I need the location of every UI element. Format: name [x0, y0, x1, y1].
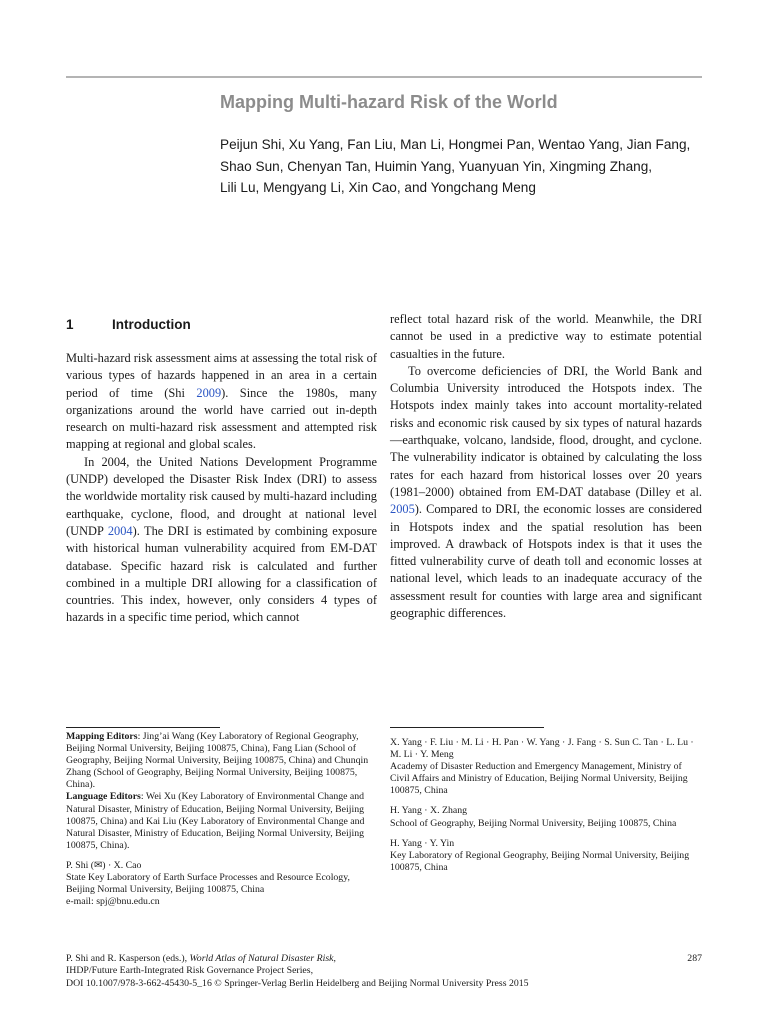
section-number: 1	[66, 317, 74, 332]
footer-doi[interactable]: DOI 10.1007/978-3-662-45430-5_16 © Springer-Verlag Berlin Heidelberg and Beijing Normal University Press 2015	[66, 977, 529, 989]
affiliation-text: School of Geography, Beijing Normal University, Beijing 100875, China	[390, 817, 677, 829]
footer-series: IHDP/Future Earth-Integrated Risk Governance Project Series,	[66, 965, 314, 977]
footer-text: P. Shi and R. Kasperson (eds.),	[66, 953, 190, 964]
paragraph: reflect total hazard risk of the world. Meanwhile, the DRI cannot be used in a predictive way to estimate potential casualties in the future.	[390, 312, 702, 361]
affiliation-names: H. Yang · Y. Yin	[390, 837, 455, 849]
top-rule	[66, 76, 702, 78]
mapping-editors-label: Mapping Editors	[66, 731, 138, 742]
affiliation-block	[390, 737, 702, 797]
chapter-title: Mapping Multi-hazard Risk of the World	[220, 92, 558, 112]
footnote-rule	[390, 727, 544, 728]
paragraph	[66, 350, 377, 454]
paragraph-text: ). The DRI is estimated by combining exposure with historical human vulnerability acquired from EM-DAT database. Specific hazard risk is calculated and further combined in a multiple DRI allowing for a classification of countries. This index, however, only considers 4 types of hazards in a specific time period, which cannot	[66, 523, 378, 625]
language-editors	[66, 791, 378, 851]
corresponding-author	[66, 860, 378, 908]
affiliation-names: X. Yang · F. Liu · M. Li · H. Pan · W. Yang · J. Fang · S. Sun C. Tan · L. Lu · M. Li · Y. Meng	[390, 737, 694, 761]
affiliations-footnote	[390, 737, 702, 874]
editors-footnote	[66, 731, 378, 908]
affiliation-text: Academy of Disaster Reduction and Emergency Management, Ministry of Civil Affairs and Ministry of Education, Beijing Normal University, Beijing 100875, China	[390, 761, 688, 797]
section-heading	[66, 317, 191, 332]
affiliation-text: Key Laboratory of Regional Geography, Beijing Normal University, Beijing 100875, China	[390, 849, 690, 873]
paragraph	[390, 363, 702, 622]
affiliation-names: H. Yang · X. Zhang	[390, 805, 468, 817]
affiliation-block	[390, 805, 702, 829]
paragraph-text: To overcome deficiencies of DRI, the World Bank and Columbia University introduced the Hotspots index. The Hotspots index mainly takes into account mortality-related risks and economic risk caused by six types of natural hazards—earthquake, volcano, landside, flood, drought, and cyclone. The vulnerability indicator is obtained by calculating the loss rates for each hazard from historical losses over 20 years (1981–2000) obtained from EM-DAT database (Dilley et al.	[390, 363, 702, 499]
footnote-rule	[66, 727, 220, 728]
affiliation-block	[390, 838, 702, 874]
author-list	[220, 134, 710, 199]
right-column	[390, 311, 702, 622]
page-number: 287	[687, 953, 702, 964]
paragraph-text: In 2004, the United Nations Development Programme (UNDP) developed the Disaster Risk Index (DRI) to assess the worldwide mortality risk caused by multi-hazard including earthquake, cyclone, flood, and drought at national level (UNDP	[66, 454, 377, 538]
email-link[interactable]: e-mail: spj@bnu.edu.cn	[66, 896, 160, 908]
author-line: Shao Sun, Chenyan Tan, Huimin Yang, Yuanyuan Yin, Xingming Zhang,	[220, 158, 653, 174]
footer-text: ,	[333, 953, 336, 964]
footer-citation	[66, 953, 702, 965]
mapping-editors-text: : Jing’ai Wang (Key Laboratory of Regional Geography, Beijing Normal University, Beijing 100875, China), Fang Lian (School of Geography, Beijing Normal University, Beijing 100875, China) and Chunqin Zhang (School of Geography, Beijing Normal University, Beijing 100875, China).	[66, 731, 369, 791]
book-title: World Atlas of Natural Disaster Risk	[189, 953, 334, 964]
section-title: Introduction	[112, 317, 191, 332]
mapping-editors	[66, 731, 378, 791]
paragraph-text: ). Since the 1980s, many organizations around the world have carried out in-depth research on multi-hazard risk assessment and attempted risk mapping at regional and global scales.	[66, 385, 377, 452]
author-line: Peijun Shi, Xu Yang, Fan Liu, Man Li, Hongmei Pan, Wentao Yang, Jian Fang,	[220, 137, 691, 152]
paragraph	[66, 454, 377, 627]
page-footer	[66, 953, 702, 990]
citation-link[interactable]: 2005	[390, 502, 415, 517]
corresponding-affiliation: State Key Laboratory of Earth Surface Processes and Resource Ecology, Beijing Normal University, Beijing 100875, China	[66, 872, 350, 896]
left-column	[66, 350, 377, 627]
paragraph-text: ). Compared to DRI, the economic losses are considered in Hotspots index and the spatial resolution has been improved. A drawback of Hotspots index is that it uses the fitted vulnerability curve of death toll and economic losses at national level, which leads to an inadequate accuracy of the assessment result for counties with large area and significant geographic differences.	[390, 502, 702, 621]
citation-link[interactable]: 2004	[107, 523, 133, 538]
citation-link[interactable]: 2009	[196, 385, 222, 400]
paragraph-text: Multi-hazard risk assessment aims at assessing the total risk of various types of hazards happened in an area in a certain period of time (Shi	[66, 351, 377, 400]
language-editors-text: : Wei Xu (Key Laboratory of Environmental Change and Natural Disaster, Ministry of Education, Beijing Normal University, Beijing 100875, China) and Kai Liu (Key Laboratory of Environmental Change and Natural Disaster, Ministry of Education, Beijing Normal University, Beijing 100875, China).	[66, 791, 365, 851]
author-line: Lili Lu, Mengyang Li, Xin Cao, and Yongchang Meng	[220, 180, 536, 195]
language-editors-label: Language Editors	[66, 791, 141, 803]
corresponding-names: P. Shi (✉) · X. Cao	[66, 859, 142, 871]
